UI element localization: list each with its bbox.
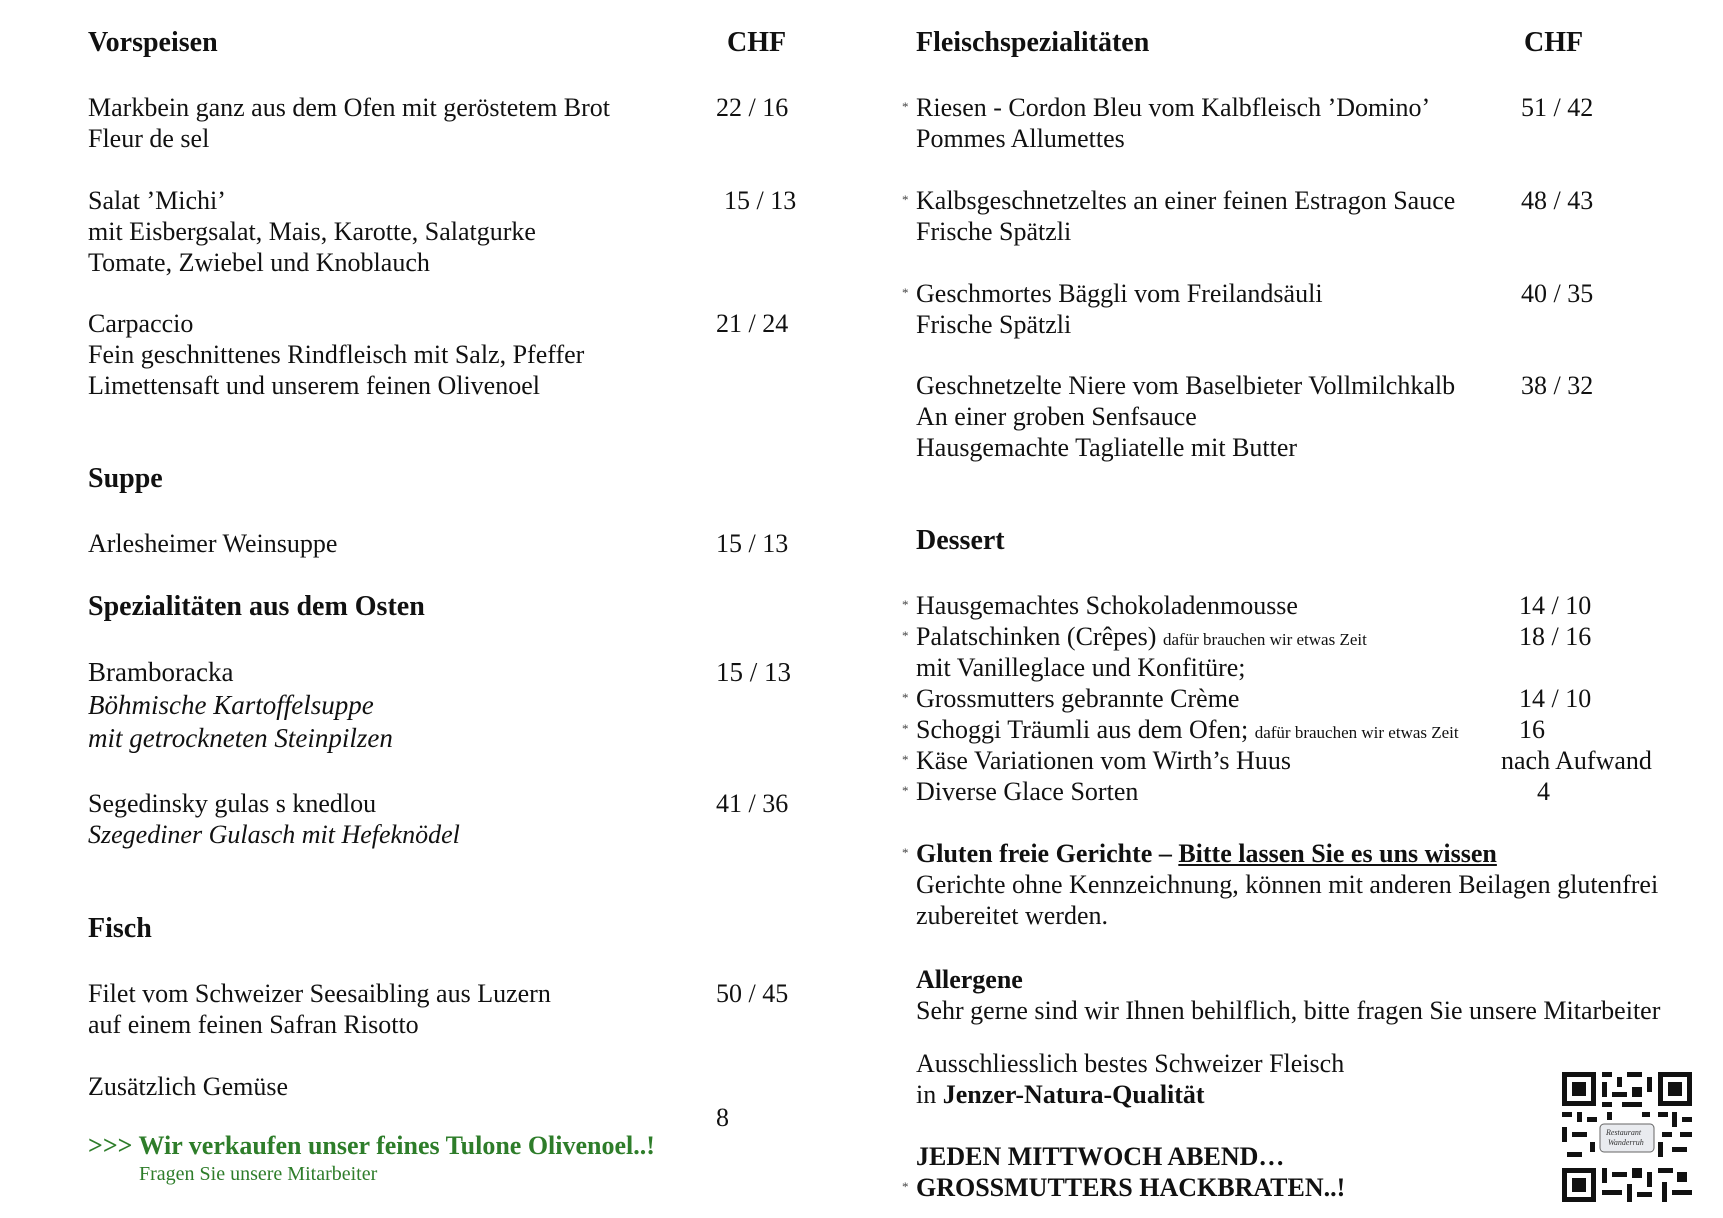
gluten-free-marker: * [902, 628, 909, 643]
dish-description: An einer groben Senfsauce [916, 402, 1197, 431]
dish-name: Geschmortes Bäggli vom Freilandsäuli [916, 279, 1323, 308]
meat-quality-prefix: in [916, 1080, 943, 1109]
gluten-free-marker: * [902, 597, 909, 612]
dish-price: 21 / 24 [716, 309, 789, 338]
dish-name: Palatschinken (Crêpes) [916, 622, 1157, 651]
dish-name: Filet vom Schweizer Seesaibling aus Luzern [88, 979, 551, 1008]
dish-name: Bramboracka [88, 657, 234, 687]
gluten-headline-underlined: Bitte lassen Sie es uns wissen [1178, 839, 1497, 868]
qr-logo-text: Wanderruh [1608, 1138, 1644, 1147]
promo-subline: Fragen Sie unsere Mitarbeiter [139, 1163, 378, 1185]
allergene-title: Allergene [916, 965, 1023, 994]
qr-code[interactable] [1562, 1072, 1692, 1202]
dish-name: Segedinsky gulas s knedlou [88, 789, 377, 818]
meat-quality-line: Ausschliesslich bestes Schweizer Fleisch [916, 1049, 1345, 1078]
gluten-free-marker: * [902, 1179, 909, 1194]
dish-price: 15 / 13 [716, 657, 792, 687]
dish-price: 18 / 16 [1519, 622, 1592, 651]
dish-price: 15 / 13 [724, 186, 797, 215]
gluten-headline-bold: Gluten freie Gerichte – [916, 839, 1179, 868]
dish-price: 16 [1519, 715, 1545, 744]
dish-note: dafür brauchen wir etwas Zeit [1162, 630, 1367, 649]
dish-description: Szegediner Gulasch mit Hefeknödel [88, 820, 460, 849]
dish-price: 14 / 10 [1519, 684, 1592, 713]
dish-price: 15 / 13 [716, 529, 789, 558]
dish-name: Diverse Glace Sorten [916, 777, 1139, 806]
section-title-suppe: Suppe [88, 463, 163, 494]
gluten-free-marker: * [902, 783, 909, 798]
dish-note: dafür brauchen wir etwas Zeit [1254, 723, 1459, 742]
dish-price: 50 / 45 [716, 979, 789, 1008]
dish-price: 40 / 35 [1521, 279, 1594, 308]
dish-name: Carpaccio [88, 309, 194, 338]
qr-logo-text: Restaurant [1606, 1128, 1642, 1137]
dish-line [916, 621, 1367, 655]
dish-description: Limettensaft und unserem feinen Olivenoel [88, 371, 540, 400]
section-title-dessert: Dessert [916, 525, 1005, 556]
dish-name: Arlesheimer Weinsuppe [88, 529, 338, 558]
dish-name: Kalbsgeschnetzeltes an einer feinen Estragon Sauce [916, 186, 1456, 215]
meat-quality-line [916, 1079, 1205, 1110]
meat-quality-brand: Jenzer-Natura-Qualität [942, 1080, 1205, 1109]
dish-description: Fein geschnittenes Rindfleisch mit Salz, Pfeffer [88, 340, 585, 369]
gluten-free-marker: * [902, 99, 909, 114]
allergene-text: Sehr gerne sind wir Ihnen behilflich, bitte fragen Sie unsere Mitarbeiter [916, 996, 1661, 1025]
gluten-free-marker: * [902, 721, 909, 736]
dish-description: Hausgemachte Tagliatelle mit Butter [916, 433, 1298, 462]
dish-name: Salat ’Michi’ [88, 186, 226, 215]
dish-price: 48 / 43 [1521, 186, 1594, 215]
dish-description: Fleur de sel [88, 124, 210, 153]
dish-name: Schoggi Träumli aus dem Ofen; [916, 715, 1249, 744]
dish-description: Frische Spätzli [916, 310, 1072, 339]
dish-description: auf einem feinen Safran Risotto [88, 1010, 419, 1039]
wednesday-line: JEDEN MITTWOCH ABEND… [916, 1142, 1285, 1171]
promo-headline: >>> Wir verkaufen unser feines Tulone Olivenoel..! [88, 1131, 655, 1160]
dish-price: 14 / 10 [1519, 591, 1592, 620]
section-title-fleisch: Fleischspezialitäten [916, 27, 1150, 58]
dish-price: 38 / 32 [1521, 371, 1594, 400]
dish-description: Pommes Allumettes [916, 124, 1125, 153]
currency-header-left: CHF [727, 27, 787, 58]
gluten-free-marker: * [902, 192, 909, 207]
gluten-free-marker: * [902, 285, 909, 300]
dish-price: 51 / 42 [1521, 93, 1594, 122]
gluten-headline [916, 838, 1497, 869]
wednesday-line: GROSSMUTTERS HACKBRATEN..! [916, 1173, 1346, 1202]
gluten-free-marker: * [902, 690, 909, 705]
dish-name: Hausgemachtes Schokoladenmousse [916, 591, 1298, 620]
gluten-text: Gerichte ohne Kennzeichnung, können mit anderen Beilagen glutenfrei [916, 870, 1659, 899]
dish-description: Tomate, Zwiebel und Knoblauch [88, 248, 430, 277]
dish-name: Käse Variationen vom Wirth’s Huus [916, 746, 1291, 775]
dish-price: 41 / 36 [716, 789, 789, 818]
dish-price: 22 / 16 [716, 93, 789, 122]
dish-name: Riesen - Cordon Bleu vom Kalbfleisch ’Domino’ [916, 93, 1431, 122]
dish-line [916, 714, 1459, 748]
currency-header-right: CHF [1524, 27, 1584, 58]
dish-description: mit Vanilleglace und Konfitüre; [916, 653, 1246, 682]
dish-price: 8 [716, 1103, 729, 1132]
dish-description: Frische Spätzli [916, 217, 1072, 246]
dish-description: mit getrockneten Steinpilzen [88, 723, 393, 753]
dish-description: mit Eisbergsalat, Mais, Karotte, Salatgurke [88, 217, 536, 246]
dish-price: 4 [1537, 777, 1550, 806]
gluten-free-marker: * [902, 752, 909, 767]
dish-name: Geschnetzelte Niere vom Baselbieter Vollmilchkalb [916, 371, 1456, 400]
gluten-free-marker: * [902, 845, 909, 860]
section-title-fisch: Fisch [88, 913, 152, 944]
dish-name: Grossmutters gebrannte Crème [916, 684, 1240, 713]
dish-price: nach Aufwand [1501, 746, 1652, 775]
dish-name: Markbein ganz aus dem Ofen mit geröstetem Brot [88, 93, 611, 122]
dish-description: Böhmische Kartoffelsuppe [88, 690, 374, 720]
section-title-vorspeisen: Vorspeisen [88, 27, 218, 58]
section-title-osten: Spezialitäten aus dem Osten [88, 591, 425, 622]
dish-name: Zusätzlich Gemüse [88, 1072, 288, 1101]
gluten-text: zubereitet werden. [916, 901, 1109, 930]
